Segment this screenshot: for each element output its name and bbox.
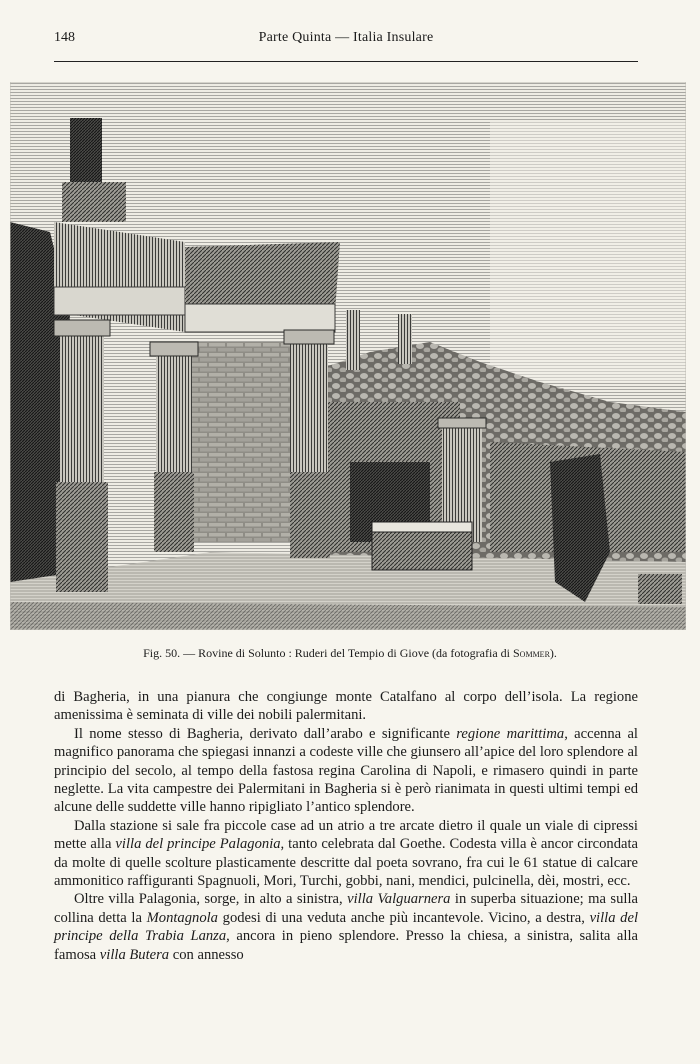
header-rule	[54, 61, 638, 62]
column-right	[284, 330, 334, 558]
paragraph	[54, 817, 638, 891]
text-run: , tanto celebrata dal Goethe. Codesta villa è ancor circondata da molte di quelle scolture plasticamente descritte dal poeta sovrano, fra cui le 61 statue di calcare ammonitico raffiguranti Spagnuoli, Mori, Turchi, gobbi, nani, mendici, pulcinella, dèi, mostri, ecc.	[54, 836, 638, 890]
running-title: Parte Quinta — Italia Insulare	[258, 30, 434, 45]
paragraph	[54, 688, 638, 725]
paragraph	[54, 890, 638, 964]
text-run: Dalla stazione si sale fra piccole case ad un atrio a tre arcate dietro il quale un viale di cipressi mette alla	[54, 817, 638, 853]
italic-phrase: villa Butera	[99, 946, 170, 963]
text-run: Oltre villa Palagonia, sorge, in alto a sinistra,	[74, 891, 348, 908]
text-run: di Bagheria, in una pianura che congiunge monte Catalfano al corpo dell’isola. La regione amenissima è seminata di ville dei nobili palermitani.	[54, 689, 638, 724]
text-run: Il nome stesso di Bagheria, derivato dall’arabo e significante	[74, 725, 457, 742]
caption-credit: Sommer	[513, 646, 550, 660]
text-run: , ancora in pieno splendore. Presso la chiesa, a sinistra, salita alla famosa	[54, 928, 638, 963]
caption-text: Fig. 50. — Rovine di Solunto : Ruderi del Tempio di Giove (da fotografia di	[143, 646, 513, 660]
italic-phrase: regione marittima	[456, 725, 565, 742]
italic-phrase: Montagnola	[146, 909, 218, 926]
page-number: 148	[54, 30, 75, 45]
running-header	[54, 30, 638, 54]
text-run: in superba situazione; ma sulla collina detta la	[54, 891, 638, 926]
text-run: con annesso	[169, 946, 244, 963]
text-run: , accenna al magnifico panorama che spiegasi innanzi a codeste ville che giunsero all’apice del loro splendore al principio del secolo, al tempo della fastosa regina Carolina di Napoli, e rimasero quindi in parte neglette. La vita campestre dei Palermitani in Bagheria si è però rianimata in questi ultimi tempi ed alcune delle suddette ville hanno ripigliato l’antico splendore.	[54, 725, 638, 816]
engraving-figure	[10, 82, 686, 630]
column-left	[54, 320, 110, 592]
caption-close: ).	[549, 646, 557, 660]
text-run: godesi di una veduta anche più incantevole. Vicino, a destra,	[217, 909, 590, 926]
body-text	[54, 688, 638, 964]
italic-phrase: villa del principe della Trabia Lanza	[54, 909, 638, 945]
paragraph	[54, 725, 638, 817]
figure-caption	[20, 646, 680, 661]
italic-phrase: villa del principe Palagonia	[115, 836, 281, 853]
ruins-engraving-illustration	[10, 82, 686, 630]
column-center	[150, 342, 198, 552]
italic-phrase: villa Valguarnera	[347, 891, 451, 908]
